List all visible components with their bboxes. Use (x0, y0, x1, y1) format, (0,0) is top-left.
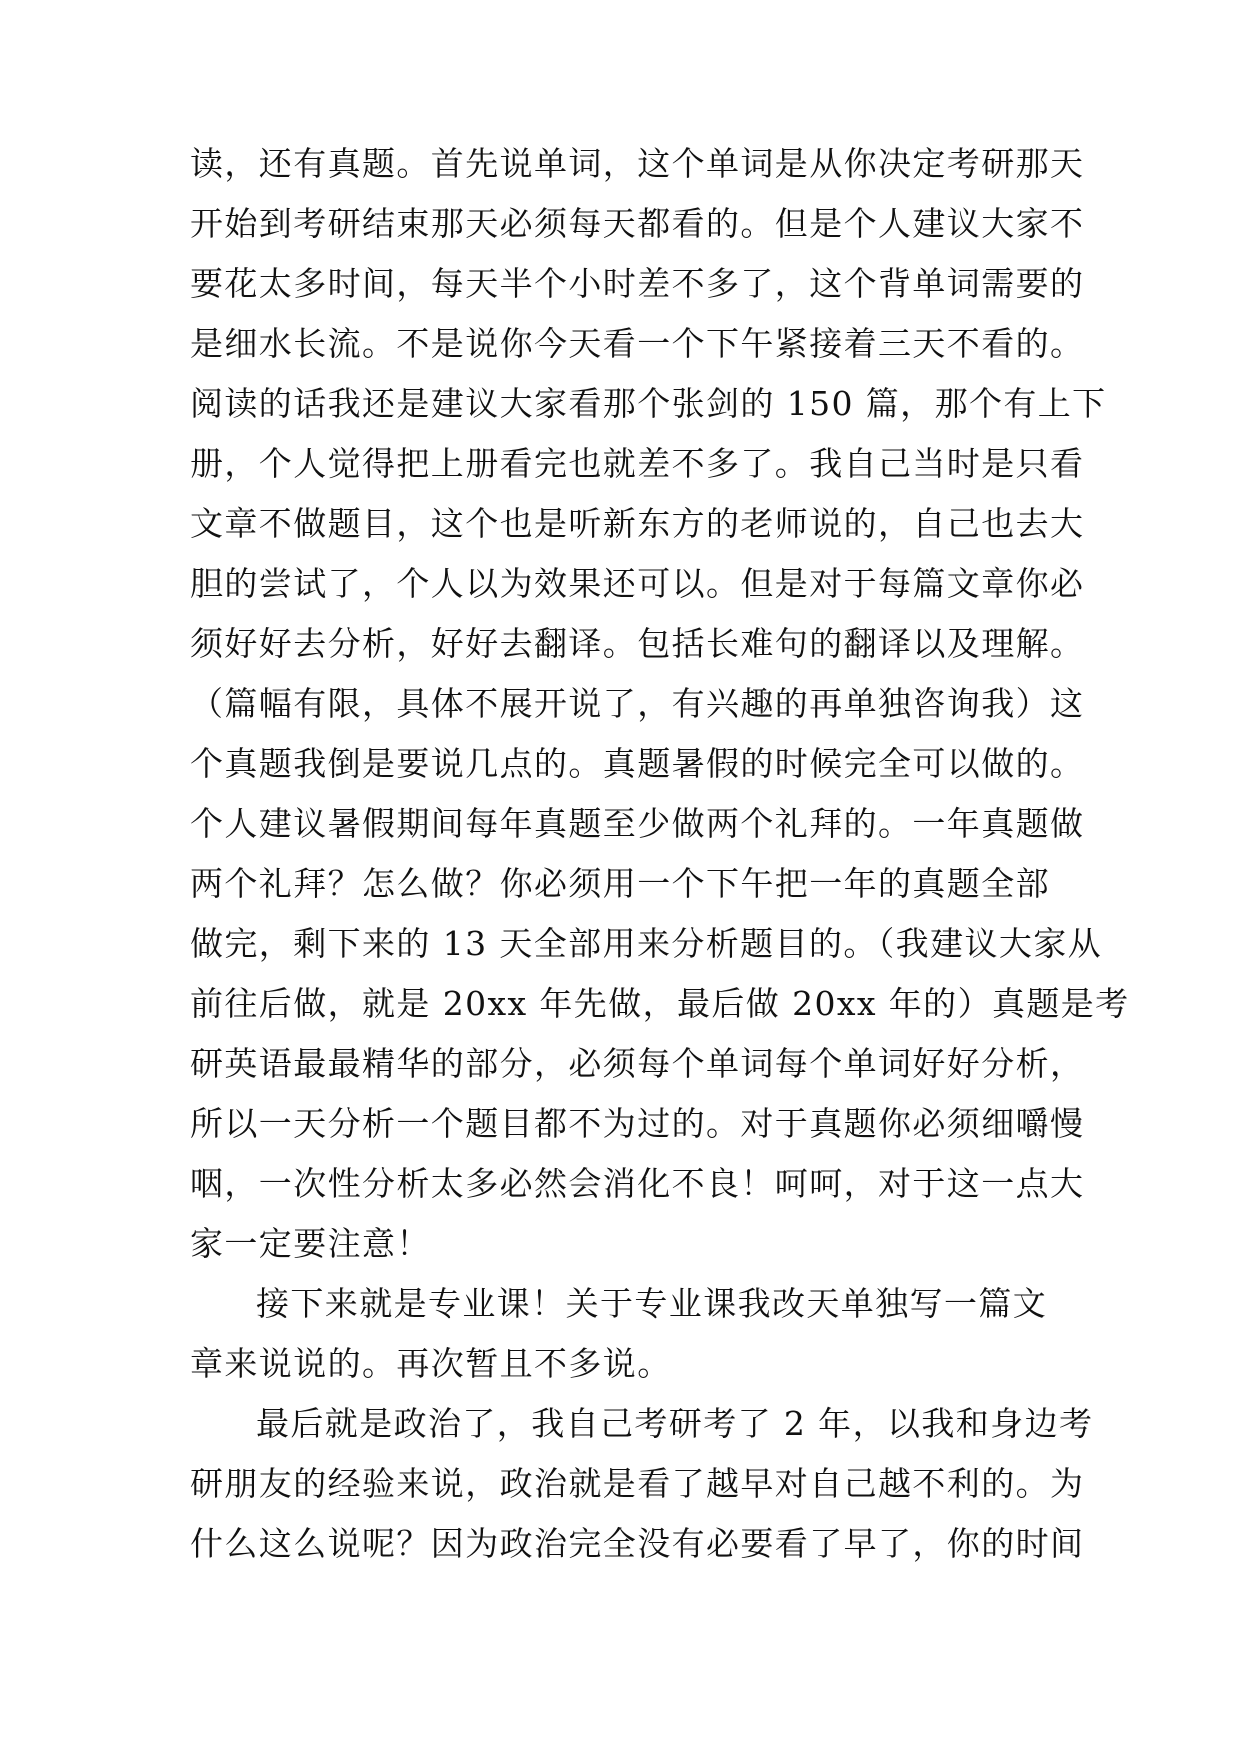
text-line: 最后就是政治了，我自己考研考了 2 年，以我和身边考 (256, 1404, 1094, 1443)
text-line: 册，个人觉得把上册看完也就差不多了。我自己当时是只看 (190, 444, 1085, 483)
text-line: 咽，一次性分析太多必然会消化不良！呵呵，对于这一点大 (190, 1164, 1085, 1203)
paragraph (190, 1394, 1094, 1574)
text-line: 研朋友的经验来说，政治就是看了越早对自己越不利的。为 (190, 1464, 1085, 1503)
text-line: 是细水长流。不是说你今天看一个下午紧接着三天不看的。 (190, 324, 1085, 363)
text-line: 什么这么说呢？因为政治完全没有必要看了早了，你的时间 (190, 1524, 1085, 1563)
text-line: 章来说说的。再次暂且不多说。 (190, 1344, 672, 1383)
document-body (190, 134, 1130, 1574)
text-line: 研英语最最精华的部分，必须每个单词每个单词好好分析， (190, 1044, 1085, 1083)
text-line: 胆的尝试了，个人以为效果还可以。但是对于每篇文章你必 (190, 564, 1085, 603)
text-line: 两个礼拜？怎么做？你必须用一个下午把一年的真题全部 (190, 864, 1050, 903)
text-line: 读，还有真题。首先说单词，这个单词是从你决定考研那天 (190, 144, 1085, 183)
text-line: 要花太多时间，每天半个小时差不多了，这个背单词需要的 (190, 264, 1085, 303)
text-line: 文章不做题目，这个也是听新东方的老师说的，自己也去大 (190, 504, 1085, 543)
text-line: 个真题我倒是要说几点的。真题暑假的时候完全可以做的。 (190, 744, 1085, 783)
text-line: 开始到考研结束那天必须每天都看的。但是个人建议大家不 (190, 204, 1085, 243)
text-line: 须好好去分析，好好去翻译。包括长难句的翻译以及理解。 (190, 624, 1085, 663)
text-line: 个人建议暑假期间每年真题至少做两个礼拜的。一年真题做 (190, 804, 1085, 843)
text-line: 做完，剩下来的 13 天全部用来分析题目的。（我建议大家从 (190, 924, 1103, 963)
paragraph (190, 134, 1130, 1274)
text-line: （篇幅有限，具体不展开说了，有兴趣的再单独咨询我）这 (190, 684, 1085, 723)
text-line: 所以一天分析一个题目都不为过的。对于真题你必须细嚼慢 (190, 1104, 1085, 1143)
text-line: 接下来就是专业课！关于专业课我改天单独写一篇文 (256, 1284, 1048, 1323)
text-line: 前往后做，就是 20xx 年先做，最后做 20xx 年的）真题是考 (190, 984, 1130, 1023)
paragraph (190, 1274, 1060, 1394)
text-line: 家一定要注意！ (190, 1224, 431, 1263)
text-line: 阅读的话我还是建议大家看那个张剑的 150 篇，那个有上下 (190, 384, 1107, 423)
